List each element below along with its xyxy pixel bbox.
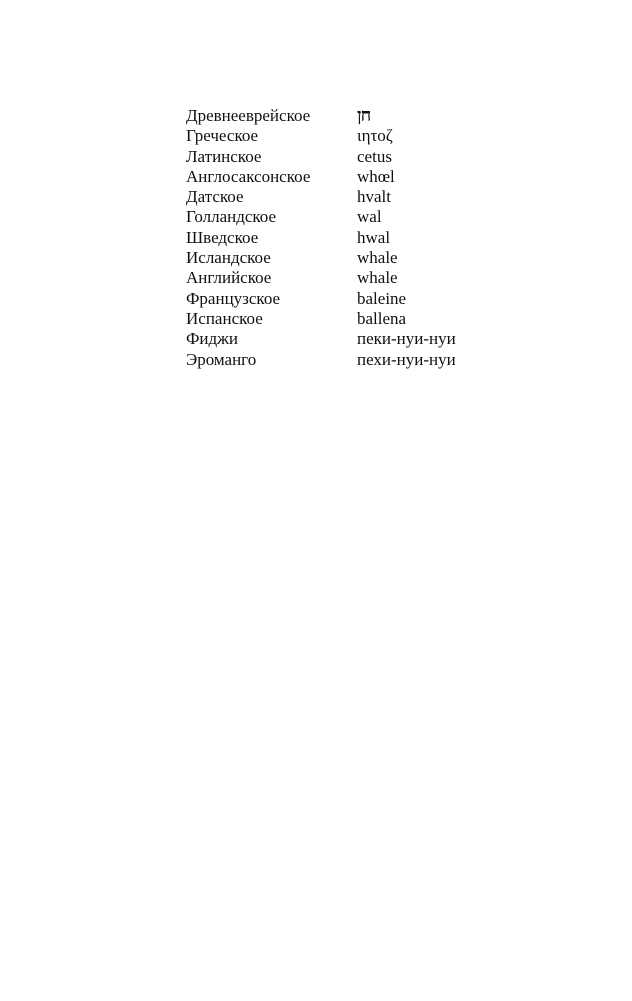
whale-word (357, 105, 517, 126)
language-name: Фиджи (186, 329, 239, 349)
language-name: Латинское (186, 146, 262, 166)
language-name: Французское (186, 288, 281, 308)
table-row (186, 207, 517, 227)
whale-word: whale (357, 268, 398, 288)
table-row (186, 167, 517, 187)
table-row (186, 248, 517, 268)
language-name: Шведское (186, 227, 259, 247)
table-row (186, 126, 517, 146)
language-name: Эроманго (186, 349, 257, 369)
table-row (186, 105, 517, 126)
table-row (186, 228, 517, 248)
whale-word: whale (357, 248, 398, 268)
whale-word: cetus (357, 146, 392, 166)
table-row (186, 309, 517, 329)
table-row (186, 147, 517, 167)
language-name: Голландское (186, 207, 277, 227)
table-row (186, 187, 517, 207)
whale-word: пеки-нуи-нуи (357, 329, 456, 349)
whale-word: whœl (357, 166, 395, 186)
language-name: Английское (186, 268, 272, 288)
whale-word: пехи-нуи-нуи (357, 349, 456, 369)
whale-word: ιητοζ (357, 126, 393, 146)
language-name: Испанское (186, 308, 263, 328)
language-name: Исландское (186, 248, 271, 268)
whale-word: wal (357, 207, 382, 227)
whale-word: baleine (357, 288, 407, 308)
hebrew-word: חן (357, 105, 371, 125)
language-name: Датское (186, 187, 244, 207)
table-row (186, 350, 517, 370)
whale-names-table (186, 105, 517, 370)
table-row (186, 329, 517, 349)
whale-word: hwal (357, 227, 391, 247)
language-name: Англосаксонское (186, 166, 311, 186)
table-row (186, 289, 517, 309)
language-name: Древнееврейское (186, 105, 311, 125)
whale-word: ballena (357, 308, 407, 328)
table-row (186, 268, 517, 288)
language-name: Греческое (186, 126, 259, 146)
whale-word: hvalt (357, 187, 391, 207)
